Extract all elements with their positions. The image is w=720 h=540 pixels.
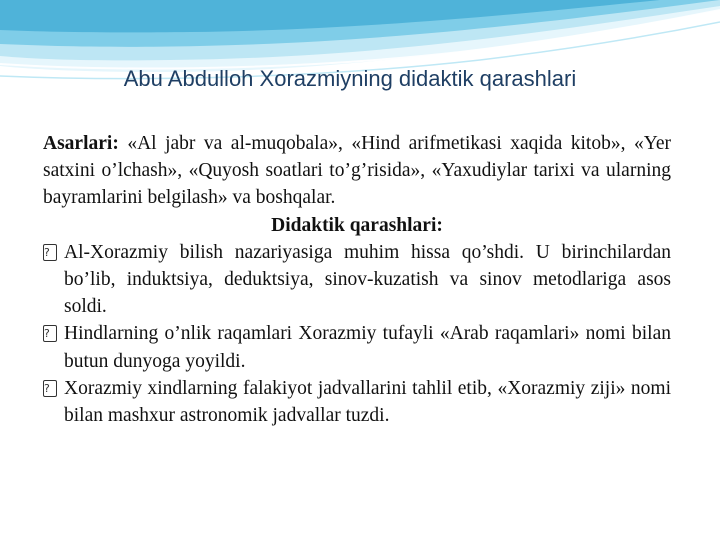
bullet-item-2	[43, 320, 671, 374]
didactic-subheading: Didaktik qarashlari:	[271, 214, 443, 236]
works-text: «Al jabr va al-muqobala», «Hind arifmetikasi xaqida kitob», «Yer satxini o’lchash», «Quyosh soatlari to’g’risida», «Yaxudiylar tarixi va ularning bayramlarini belgilash» va boshqalar.	[43, 133, 671, 209]
bullet-text-3: Xorazmiy xindlarning falakiyot jadvallarini tahlil etib, «Xorazmiy ziji» nomi bilan mashxur astronomik jadvallar tuzdi.	[64, 377, 671, 427]
missing-glyph-icon: ?	[43, 244, 57, 261]
slide-body	[43, 130, 671, 429]
missing-glyph-icon: ?	[43, 325, 57, 342]
missing-glyph-icon: ?	[43, 380, 57, 397]
bullet-item-3	[43, 375, 671, 429]
works-label: Asarlari:	[43, 133, 119, 154]
bullet-text-1: Al-Xorazmiy bilish nazariyasiga muhim hissa qo’shdi. U birinchilardan bo’lib, induktsiya, deduktsiya, sinov-kuzatish va sinov metodlariga asos soldi.	[64, 241, 671, 318]
bullet-text-2: Hindlarning o’nlik raqamlari Xorazmiy tufayli «Arab raqamlari» nomi bilan butun dunyoga yoyildi.	[64, 323, 671, 372]
slide-title: Abu Abdulloh Xorazmiyning didaktik qarashlari	[123, 66, 577, 91]
works-paragraph	[43, 130, 671, 212]
bullet-item-1	[43, 239, 671, 321]
